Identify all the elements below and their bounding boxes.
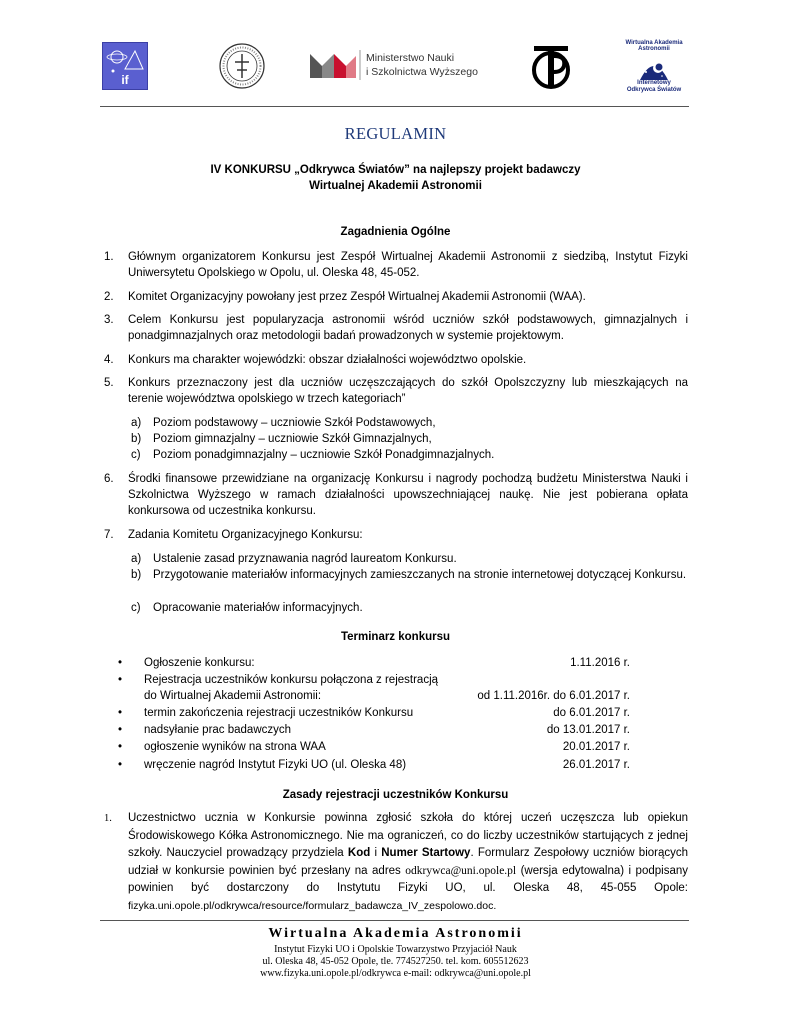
footer-line2: ul. Oleska 48, 45-052 Opole, tle. 774527250. tel. kom. 605512623 bbox=[262, 956, 529, 967]
waa-top-label: Wirtualna Akademia Astronomii bbox=[625, 40, 683, 52]
general-heading: Zagadnienia Ogólne bbox=[340, 226, 451, 238]
item-number: 1. bbox=[104, 813, 112, 824]
schedule-label: Rejestracja uczestników konkursu połączona z rejestracją bbox=[144, 674, 439, 686]
bullet: • bbox=[118, 759, 123, 771]
registration-heading: Zasady rejestracji uczestników Konkursu bbox=[282, 789, 509, 801]
schedule-date: do 13.01.2017 r. bbox=[546, 724, 630, 736]
bullet: • bbox=[118, 707, 123, 719]
bullet: • bbox=[118, 724, 123, 736]
registration-text-part1: Uczestnictwo ucznia w Konkursie powinna zgłosić szkoła do której uczeń uczęszcza lub opiekun Środowiskowego Kółka Astronomicznego. Nie ma ograniczeń, co do liczby uczestników startujących z jednej szkoły. Nauczyciel prowadzący przydziela bbox=[128, 812, 688, 859]
ministry-line1: Ministerstwo Nauki bbox=[366, 52, 455, 64]
ministry-mark-icon bbox=[308, 48, 362, 82]
schedule-row-4 bbox=[118, 722, 630, 738]
schedule-heading: Terminarz konkursu bbox=[340, 631, 451, 643]
category-text: Poziom gimnazjalny – uczniowie Szkół Gimnazjalnych, bbox=[153, 433, 432, 445]
item-text: Głównym organizatorem Konkursu jest Zespół Wirtualnej Akademii Astronomii z siedzibą, Instytut Fizyki Uniwersytetu Opolskiego w Opolu, ul. Oleska 48, 45-052. bbox=[128, 251, 688, 279]
schedule-label: wręczenie nagród Instytut Fizyki UO (ul. Oleska 48) bbox=[144, 759, 407, 771]
header-logos bbox=[100, 40, 692, 102]
bullet: • bbox=[118, 741, 123, 753]
schedule-row-5 bbox=[118, 739, 630, 755]
schedule-date: do 6.01.2017 r. bbox=[553, 707, 630, 719]
registration-text bbox=[128, 810, 688, 915]
header-divider bbox=[100, 106, 689, 107]
category-text: Poziom ponadgimnazjalny – uczniowie Szkół Ponadgimnazjalnych. bbox=[153, 449, 495, 461]
item-text: Konkurs przeznaczony jest dla uczniów uczęszczających do szkół Opolszczyzny lub mieszkających na terenie województwa opolskiego w trzech kategoriach” bbox=[128, 377, 688, 405]
category-c bbox=[131, 447, 688, 463]
task-text: Przygotowanie materiałów informacyjnych zamieszczanych na stronie internetowej dotyczącej Konkursu. bbox=[153, 569, 687, 581]
subtitle-line1: IV KONKURSU „Odkrywca Światów” na najlepszy projekt badawczy bbox=[210, 164, 581, 176]
waa-label-line2: Odkrywca Światów bbox=[626, 87, 682, 93]
task-a bbox=[131, 551, 688, 567]
registration-text-part2: . Formularz Zespołowy uczniów biorących udział w konkursie powinien być przesłany na adres bbox=[128, 847, 689, 877]
schedule-date: 20.01.2017 r. bbox=[562, 741, 630, 753]
ministry-line2: i Szkolnictwa Wyższego bbox=[366, 66, 478, 78]
schedule-label-cont: do Wirtualnej Akademii Astronomii: bbox=[144, 690, 322, 702]
general-item-6 bbox=[104, 471, 688, 519]
physics-institute-logo bbox=[102, 42, 148, 90]
category-b bbox=[131, 431, 688, 447]
item-number: 5. bbox=[104, 377, 114, 389]
schedule-label: termin zakończenia rejestracji uczestników Konkursu bbox=[144, 707, 414, 719]
general-item-2 bbox=[104, 289, 688, 305]
task-letter: b) bbox=[131, 569, 142, 581]
item-number: 1. bbox=[104, 251, 114, 263]
schedule-row-1 bbox=[118, 655, 630, 671]
item-text: Konkurs ma charakter wojewódzki: obszar działalności województwo opolskie. bbox=[128, 354, 527, 366]
schedule-label: Ogłoszenie konkursu: bbox=[144, 657, 255, 669]
kod-label: Kod bbox=[347, 847, 371, 859]
footer-line1: Instytut Fizyki UO i Opolskie Towarzystwo Przyjaciół Nauk bbox=[274, 944, 517, 955]
bullet: • bbox=[118, 674, 123, 686]
and-text: i bbox=[370, 847, 382, 859]
footer-line3: www.fizyka.uni.opole.pl/odkrywca e-mail: odkrywca@uni.opole.pl bbox=[260, 968, 531, 979]
schedule-row-2 bbox=[118, 672, 630, 704]
item-text: Środki finansowe przewidziane na organizację Konkursu i nagrody pochodzą budżetu Ministerstwa Nauki i Szkolnictwa Wyższego w ramach działalności upowszechniającej naukę. Nie jest pobierana opłata konkursowa od uczestnika konkursu. bbox=[128, 473, 688, 517]
footer-title: Wirtualna Akademia Astronomii bbox=[268, 926, 523, 941]
page-title: REGULAMIN bbox=[344, 124, 447, 143]
schedule-row-6 bbox=[118, 757, 630, 773]
task-b bbox=[131, 567, 688, 583]
subtitle-line2: Wirtualnej Akademii Astronomii bbox=[309, 180, 482, 192]
tpn-logo bbox=[526, 42, 576, 92]
tpn-monogram-icon bbox=[526, 42, 576, 92]
item-number: 4. bbox=[104, 354, 114, 366]
general-item-4 bbox=[104, 352, 688, 368]
item-number: 7. bbox=[104, 529, 114, 541]
category-letter: a) bbox=[131, 417, 142, 429]
ministry-logo bbox=[308, 48, 488, 82]
item-number: 6. bbox=[104, 473, 114, 485]
schedule-date: 1.11.2016 r. bbox=[570, 657, 630, 669]
university-seal-logo bbox=[218, 42, 266, 90]
category-text: Poziom podstawowy – uczniowie Szkół Podstawowych, bbox=[153, 417, 436, 429]
item-text: Komitet Organizacyjny powołany jest przez Zespół Wirtualnej Akademii Astronomii (WAA). bbox=[128, 291, 586, 303]
schedule-date: 26.01.2017 r. bbox=[562, 759, 630, 771]
registration-text-part3: (wersja edytowalna) i podpisany powinien być dostarczony do Instytutu Fizyki UO, ul. Oleska 48, 45-055 Opole: bbox=[128, 864, 688, 894]
item-number: 2. bbox=[104, 291, 114, 303]
task-text: Ustalenie zasad przyznawania nagród laureatom Konkursu. bbox=[153, 553, 457, 565]
ministry-name bbox=[366, 51, 478, 79]
general-item-7 bbox=[104, 527, 688, 543]
category-a bbox=[131, 415, 688, 431]
waa-label-line1: Internetowy bbox=[637, 80, 671, 86]
schedule-label: ogłoszenie wyników na strona WAA bbox=[144, 741, 326, 753]
item-text: Celem Konkursu jest popularyzacja astronomii wśród uczniów szkół podstawowych, gimnazjalnych i ponadgimnazjalnych oraz metodologii badań prowadzonych w systemie projektowym. bbox=[128, 314, 688, 342]
general-item-3 bbox=[104, 312, 688, 344]
bullet: • bbox=[118, 657, 123, 669]
task-letter: c) bbox=[131, 602, 141, 614]
waa-logo bbox=[616, 40, 692, 96]
category-letter: c) bbox=[131, 449, 141, 461]
item-text: Zadania Komitetu Organizacyjnego Konkursu: bbox=[128, 529, 363, 541]
schedule-row-3 bbox=[118, 705, 630, 721]
category-letter: b) bbox=[131, 433, 142, 445]
schedule-label: nadsyłanie prac badawczych bbox=[144, 724, 292, 736]
item-number: 3. bbox=[104, 314, 114, 326]
contact-email[interactable]: odkrywca@uni.opole.pl bbox=[405, 864, 517, 877]
seal-icon bbox=[218, 42, 266, 90]
registration-item-1 bbox=[104, 810, 688, 915]
schedule-date: od 1.11.2016r. do 6.01.2017 r. bbox=[477, 690, 630, 702]
task-text: Opracowanie materiałów informacyjnych. bbox=[153, 602, 363, 614]
general-item-5 bbox=[104, 375, 688, 407]
numer-startowy-label: Numer Startowy bbox=[381, 847, 471, 859]
footer-divider bbox=[100, 920, 689, 921]
task-letter: a) bbox=[131, 553, 142, 565]
form-link[interactable]: fizyka.uni.opole.pl/odkrywca/resource/formularz_badawcza_IV_zespolowo.doc. bbox=[128, 899, 497, 912]
general-item-1 bbox=[104, 249, 688, 281]
logo-if-label: if bbox=[121, 73, 129, 87]
task-c bbox=[131, 600, 688, 616]
